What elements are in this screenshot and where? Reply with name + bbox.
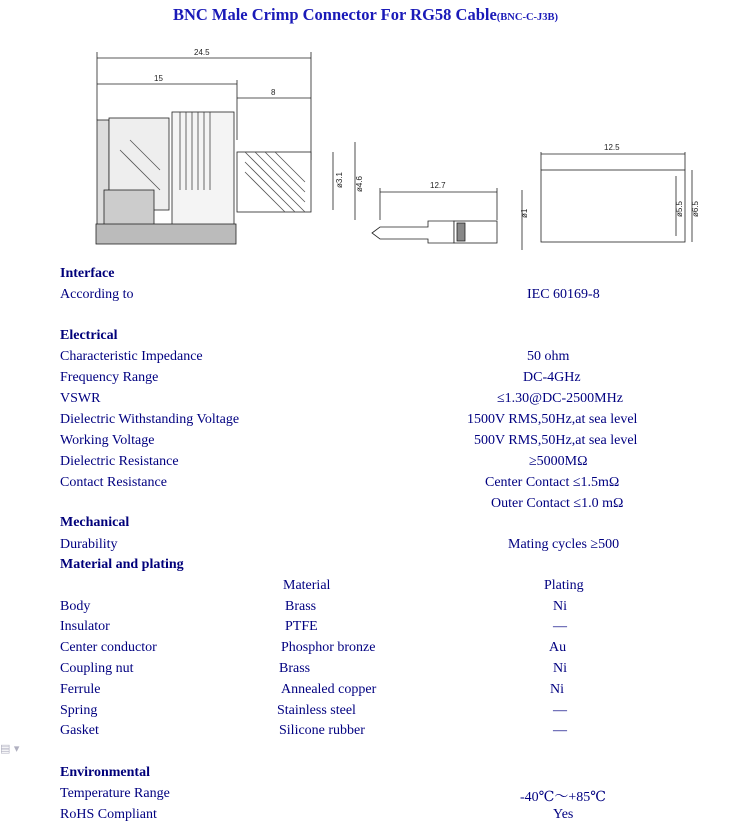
part-cell: Ferrule	[60, 682, 101, 697]
dim-8: 8	[271, 88, 276, 97]
spec-value: ≥5000MΩ	[529, 454, 588, 469]
material-cell: Phosphor bronze	[281, 640, 376, 655]
spec-row	[0, 475, 731, 495]
dim-12-7: 12.7	[430, 181, 446, 190]
spec-row	[0, 412, 731, 432]
column-header-plating: Plating	[544, 578, 584, 593]
spec-row	[0, 496, 731, 516]
part-cell: Spring	[60, 703, 98, 718]
title-code: (BNC-C-J3B)	[496, 12, 559, 23]
spec-row	[0, 433, 731, 453]
spec-value: 500V RMS,50Hz,at sea level	[474, 433, 638, 448]
spec-value: Yes	[553, 807, 574, 822]
part-cell: Coupling nut	[60, 661, 134, 676]
table-row	[0, 682, 731, 702]
spec-value-outer-contact: Outer Contact ≤1.0 mΩ	[491, 496, 624, 511]
spec-label: Dielectric Resistance	[60, 454, 179, 469]
part-cell: Body	[60, 599, 91, 614]
spec-row	[0, 370, 731, 390]
page-title	[0, 5, 731, 25]
plating-cell: —	[553, 703, 567, 718]
material-heading-row	[0, 557, 731, 577]
environmental-heading-row	[0, 765, 731, 785]
spec-label: Working Voltage	[60, 433, 155, 448]
interface-heading-row	[0, 266, 731, 286]
dim-d6-5: ø6.5	[691, 200, 700, 217]
spec-value: Mating cycles ≥500	[508, 537, 620, 552]
table-row	[0, 661, 731, 681]
spec-value: 50 ohm	[527, 349, 570, 364]
dim-15: 15	[154, 74, 163, 83]
spec-label: According to	[60, 287, 134, 302]
dim-d3-1: ø3.1	[335, 171, 344, 188]
material-cell: Annealed copper	[281, 682, 377, 697]
spec-row	[0, 287, 731, 307]
spec-value: IEC 60169-8	[527, 287, 600, 302]
dim-12-5: 12.5	[604, 143, 620, 152]
spec-label: VSWR	[60, 391, 101, 406]
spec-label: Frequency Range	[60, 370, 159, 385]
interface-heading: Interface	[60, 266, 115, 281]
material-column-headers	[0, 578, 731, 598]
material-cell: PTFE	[285, 619, 318, 634]
part-cell: Center conductor	[60, 640, 157, 655]
title-main: BNC Male Crimp Connector For RG58 Cable	[172, 5, 497, 24]
spec-value: -40℃～+85℃	[520, 790, 606, 805]
material-cell: Brass	[279, 661, 311, 676]
part-cell: Insulator	[60, 619, 110, 634]
material-cell: Silicone rubber	[279, 723, 365, 738]
spec-label: Characteristic Impedance	[60, 349, 203, 364]
spec-label: Contact Resistance	[60, 475, 167, 490]
plating-cell: —	[553, 723, 567, 738]
material-heading: Material and plating	[60, 557, 184, 572]
column-header-material: Material	[283, 578, 331, 593]
mechanical-heading-row	[0, 515, 731, 535]
spec-row	[0, 786, 731, 806]
spec-value: ≤1.30@DC-2500MHz	[497, 391, 623, 406]
spec-row	[0, 349, 731, 369]
environmental-heading: Environmental	[60, 765, 150, 780]
electrical-heading-row	[0, 328, 731, 348]
document-icon[interactable]: ▤ ▾	[0, 742, 20, 755]
plating-cell: Ni	[553, 661, 567, 676]
plating-cell: Ni	[553, 599, 567, 614]
material-cell: Stainless steel	[277, 703, 356, 718]
table-row	[0, 619, 731, 639]
plating-cell: Au	[549, 640, 567, 655]
plating-cell: —	[553, 619, 567, 634]
connector-drawing	[0, 40, 731, 250]
spec-label: Dielectric Withstanding Voltage	[60, 412, 240, 427]
spec-value: DC-4GHz	[523, 370, 581, 385]
table-row	[0, 599, 731, 619]
dim-d1: ø1	[520, 208, 529, 218]
dim-24-5: 24.5	[194, 48, 210, 57]
spec-label: Durability	[60, 537, 118, 552]
plating-cell: Ni	[550, 682, 564, 697]
table-row	[0, 723, 731, 743]
table-row	[0, 703, 731, 723]
spec-row	[0, 391, 731, 411]
spec-value: 1500V RMS,50Hz,at sea level	[467, 412, 638, 427]
spec-value: Center Contact ≤1.5mΩ	[485, 475, 620, 490]
dim-d4-6: ø4.6	[355, 175, 364, 192]
material-cell: Brass	[285, 599, 317, 614]
electrical-heading: Electrical	[60, 328, 118, 343]
spec-row	[0, 807, 731, 827]
spec-label: Temperature Range	[60, 786, 170, 801]
mechanical-heading: Mechanical	[60, 515, 130, 530]
spec-row	[0, 454, 731, 474]
spec-label: RoHS Compliant	[60, 807, 157, 822]
dim-d5-5: ø5.5	[675, 200, 684, 217]
table-row	[0, 640, 731, 660]
part-cell: Gasket	[60, 723, 99, 738]
spec-row	[0, 537, 731, 557]
